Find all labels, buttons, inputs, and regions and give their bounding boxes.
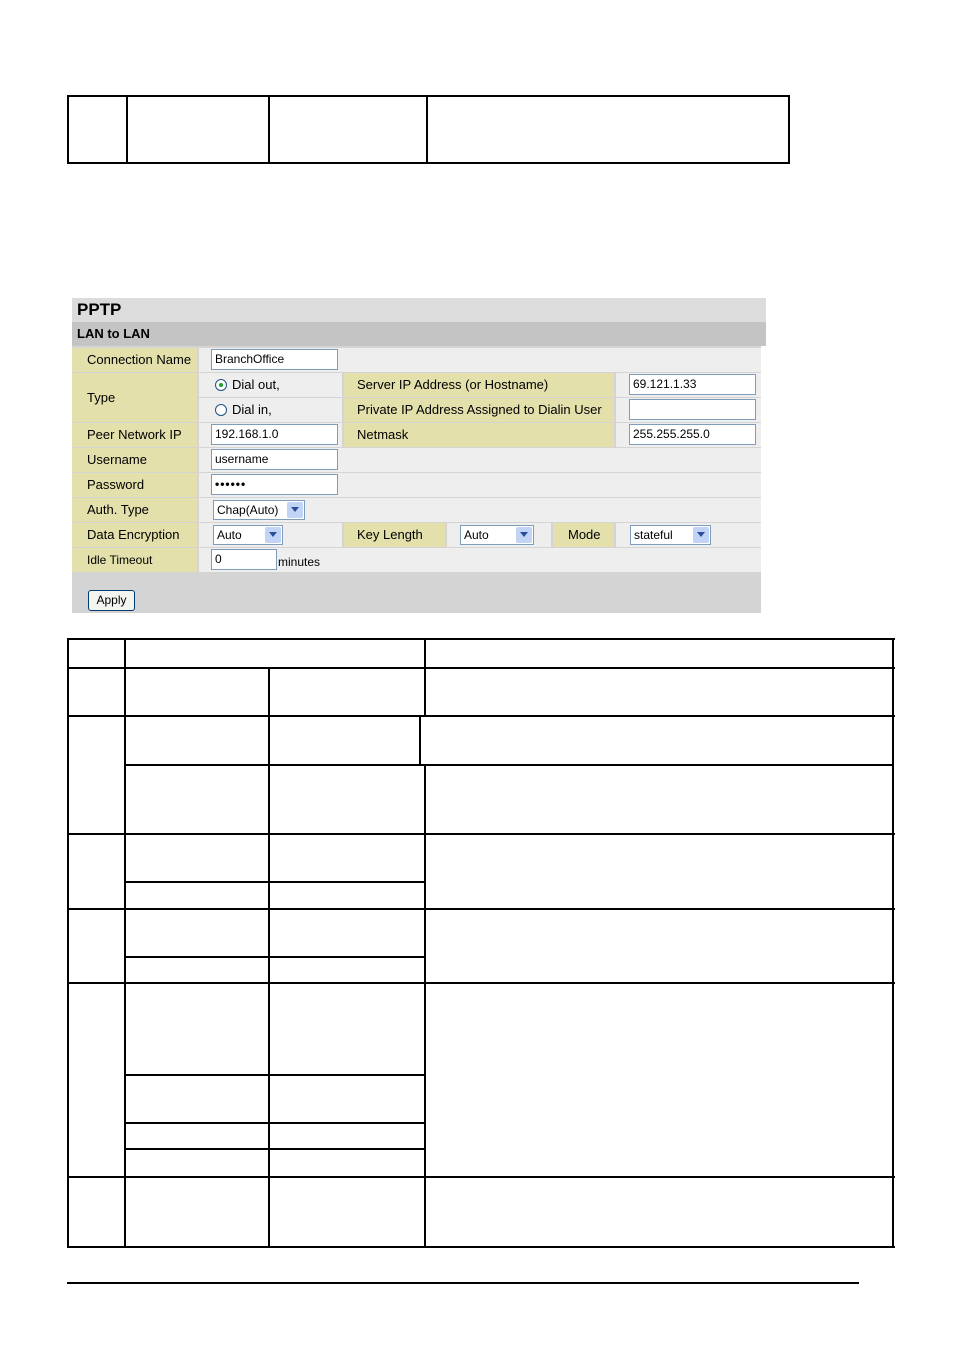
top-empty-table bbox=[67, 95, 790, 164]
dial-out-label: Dial out, bbox=[232, 377, 280, 392]
auth-type-label: Auth. Type bbox=[72, 498, 197, 522]
username-label: Username bbox=[72, 448, 197, 472]
panel-subtitle: LAN to LAN bbox=[72, 322, 766, 346]
table-line bbox=[268, 668, 270, 1248]
auth-type-select[interactable] bbox=[213, 500, 305, 520]
key-length-value: Auto bbox=[464, 528, 489, 542]
mode-value: stateful bbox=[634, 528, 673, 542]
idle-timeout-unit: minutes bbox=[278, 555, 321, 569]
table-line bbox=[124, 1122, 426, 1124]
idle-timeout-input[interactable]: 0 bbox=[211, 549, 277, 570]
chevron-down-icon bbox=[287, 502, 303, 518]
mode-select[interactable] bbox=[630, 525, 711, 545]
auth-type-value: Chap(Auto) bbox=[217, 503, 279, 517]
table-line bbox=[424, 638, 426, 717]
table-line bbox=[67, 667, 895, 669]
private-ip-input[interactable] bbox=[629, 399, 756, 420]
connection-name-label: Connection Name bbox=[72, 348, 197, 372]
table-line bbox=[124, 764, 894, 766]
table-line bbox=[67, 715, 895, 717]
username-input[interactable]: username bbox=[211, 449, 338, 470]
data-encryption-select[interactable] bbox=[213, 525, 283, 545]
table-line bbox=[124, 638, 126, 1248]
table-line bbox=[67, 982, 895, 984]
dial-in-label: Dial in, bbox=[232, 402, 272, 417]
server-ip-input[interactable]: 69.121.1.33 bbox=[629, 374, 756, 395]
chevron-down-icon bbox=[265, 527, 281, 543]
peer-network-ip-input[interactable]: 192.168.1.0 bbox=[211, 424, 338, 445]
table-line bbox=[67, 638, 895, 640]
connection-name-input[interactable]: BranchOffice bbox=[211, 349, 338, 370]
table-line bbox=[892, 638, 894, 1248]
password-input[interactable]: •••••• bbox=[211, 474, 338, 495]
table-line bbox=[124, 1074, 426, 1076]
peer-network-ip-label: Peer Network IP bbox=[72, 423, 197, 447]
netmask-label: Netmask bbox=[344, 423, 614, 447]
table-line bbox=[67, 908, 895, 910]
server-ip-label: Server IP Address (or Hostname) bbox=[344, 373, 614, 397]
data-encryption-value: Auto bbox=[217, 528, 242, 542]
table-line bbox=[419, 717, 421, 766]
table-line bbox=[67, 833, 895, 835]
table-line bbox=[67, 638, 69, 1248]
apply-button[interactable]: Apply bbox=[88, 590, 135, 611]
table-line bbox=[124, 881, 426, 883]
table-line bbox=[67, 1246, 895, 1248]
chevron-down-icon bbox=[516, 527, 532, 543]
table-line bbox=[124, 1148, 426, 1150]
key-length-select[interactable] bbox=[460, 525, 534, 545]
footer-rule bbox=[67, 1282, 859, 1284]
dial-out-radio[interactable] bbox=[215, 379, 227, 391]
table-line bbox=[124, 956, 426, 958]
password-label: Password bbox=[72, 473, 197, 497]
data-encryption-label: Data Encryption bbox=[72, 523, 197, 547]
type-label: Type bbox=[72, 373, 197, 422]
pptp-panel bbox=[72, 298, 761, 613]
dial-in-radio[interactable] bbox=[215, 404, 227, 416]
key-length-label: Key Length bbox=[344, 523, 445, 547]
idle-timeout-label: Idle Timeout bbox=[72, 548, 197, 572]
mode-label: Mode bbox=[553, 523, 614, 547]
private-ip-label: Private IP Address Assigned to Dialin User bbox=[344, 398, 614, 422]
panel-title: PPTP bbox=[72, 298, 766, 322]
netmask-input[interactable]: 255.255.255.0 bbox=[629, 424, 756, 445]
table-line bbox=[67, 1176, 895, 1178]
chevron-down-icon bbox=[693, 527, 709, 543]
